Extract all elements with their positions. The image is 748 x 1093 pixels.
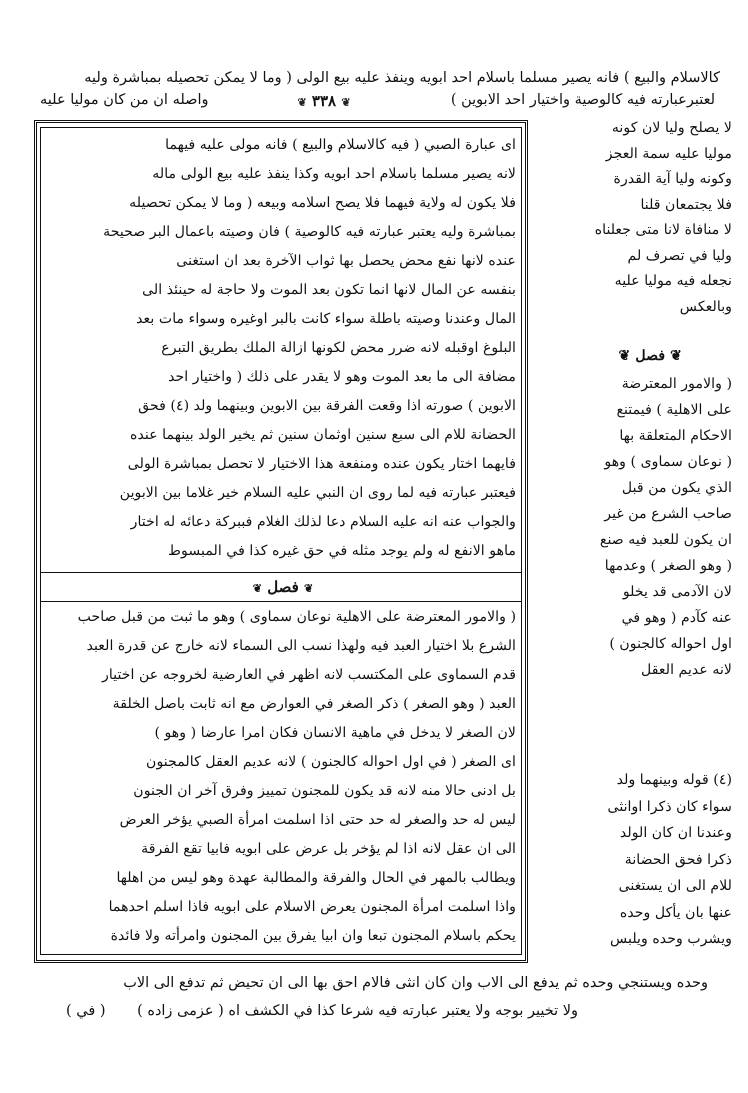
section-divider (40, 601, 522, 602)
commentary-line: فيعتبر عبارته فيه لما روى ان النبي عليه السلام خير غلاما بين الابوين (119, 485, 516, 501)
ornament-icon: ❦ (297, 96, 307, 109)
commentary-line: الحضانة للام الى سبع سنين اوثمان سنين ثم يخير الولد بينهما عنده (130, 427, 516, 443)
commentary-line: بمباشرة وليه يعتبر عبارته فيه كالوصية ) فان وصيته باعمال البر صحيحة (103, 224, 516, 240)
margin-line: الاحكام المتعلقة بها (619, 428, 732, 444)
bottom-line: ولا تخيير بوجه ولا يعتبر عبارته فيه شرعا كذا في الكشف اه ( عزمى زاده ) (137, 1003, 578, 1019)
margin-line: اول احواله كالجنون ) (609, 636, 732, 652)
commentary-line: لانه يصير مسلما باسلام احد ابويه وكذا ينفذ عليه بيع الولى ماله (152, 166, 516, 182)
commentary-line: فلا يكون له ولاية فيهما فلا يصح اسلامه وبيعه ( وما لا يمكن تحصيله (129, 195, 516, 211)
margin-line: وليا في تصرف لم (627, 247, 732, 264)
commentary-line: ( والامور المعترضة على الاهلية نوعان سماوى ) وهو ما ثبت من قبل صاحب (77, 609, 516, 625)
commentary-line: ويطالب بالمهر في الحال والفرقة والمطالبة عهدة وهو ليس من اهلها (116, 870, 516, 886)
fasl-heading (240, 575, 326, 599)
bottom-line: وحده ويستنجي وحده ثم يدفع الى الاب وان كان انثى فالام احق بها الى ان تحيض ثم تدفع الى الاب (123, 975, 708, 991)
margin-line: وبالعكس (679, 298, 732, 315)
margin-line: وكونه وليا آية القدرة (613, 171, 732, 187)
top-line: كالاسلام والبيع ) فانه يصير مسلما باسلام احد ابويه وينفذ عليه بيع الولى ( وما لا يمكن تحصيله بمباشرة وليه (84, 70, 720, 86)
commentary-line: لان الصغر لا يدخل في ماهية الانسان فكان امرا عارضا ( وهو ) (154, 725, 516, 741)
commentary-line: اى عبارة الصبي ( فيه كالاسلام والبيع ) فانه مولى عليه فيهما (165, 137, 516, 153)
page-number: ٣٣٨ (311, 92, 337, 110)
margin-line: ( نوعان سماوى ) وهو (604, 454, 732, 470)
margin-line: ( والامور المعترضة (621, 376, 732, 392)
commentary-line: قدم السماوى على المكتسب لانه اظهر في العارضية لخروجه عن اختيار (102, 667, 516, 683)
ornament-icon: ❦ (252, 582, 262, 595)
margin-line: سواء كان ذكرا اوانثى (607, 798, 732, 815)
bottom-tag: ( في ) (66, 1003, 106, 1019)
margin-line: وعندنا ان كان الولد (619, 825, 732, 841)
margin-line: صاحب الشرع من غير (604, 506, 732, 522)
section-divider (40, 572, 522, 573)
margin-line: لا يصلح وليا لان كونه (611, 120, 732, 136)
commentary-line: فايهما اختار يكون عنده ومنفعة هذا الاختيار لا تحصل بمباشرة الولى (127, 456, 516, 472)
margin-line: فلا يجتمعان قلنا (640, 196, 732, 213)
margin-line: عنها بان يأكل وحده (619, 904, 732, 921)
margin-line: لان الآدمى قد يخلو (622, 584, 732, 600)
ornament-icon: ❦ (304, 582, 314, 595)
commentary-line: بل ادنى حالا منه لانه قد يكون للمجنون تمييز وفرق آخر ان الجنون (133, 783, 516, 799)
margin-line: موليا عليه سمة العجز (605, 145, 732, 162)
commentary-line: اى الصغر ( في اول احواله كالجنون ) لانه عديم العقل كالمجنون (146, 754, 516, 770)
margin-line: على الاهلية ) فيمتنع (616, 402, 732, 418)
page-number-block (276, 92, 372, 110)
commentary-line: المال وعندنا وصيته باطلة سواء كانت بالبر اوغيره وسواء مات بعد (136, 311, 516, 327)
commentary-line: ليس له حد والصغر له حد حتى اذا اسلمت امرأة الصبي يؤخر العرض (119, 812, 516, 828)
commentary-line: الشرع بلا اختيار العبد فيه ولهذا نسب الى السماء لانه خارج عن قدرة العبد (86, 638, 516, 654)
header-text-right: لعتبرعبارته فيه كالوصية واختيار احد الابوين ) (450, 92, 715, 108)
ornament-icon: ❦ (341, 96, 351, 109)
ornament-icon: ❦ (618, 348, 636, 364)
margin-line: عنه كآدم ( وهو في (621, 610, 732, 626)
commentary-line: الى ان عقل لانه اذا لم يؤخر بل عرض على ابويه فابيا تقع الفرقة (141, 841, 516, 857)
margin-line: ويشرب وحده ويلبس (609, 931, 732, 947)
ornament-icon: ❦ (665, 348, 682, 364)
margin-line: ان يكون للعبد فيه صنع (599, 532, 732, 548)
commentary-line: يحكم باسلام المجنون تبعا وان ابيا يفرق بين المجنون وامرأته ولا فائدة (110, 928, 516, 944)
commentary-line: عنده لانها نفع محض يحصل بها ثواب الآخرة بعد ان استغنى (176, 253, 516, 269)
margin-line: (٤) قوله وبينهما ولد (616, 772, 732, 788)
margin-line: لا منافاة لانا متى جعلناه (594, 222, 732, 238)
margin-line: للام الى ان يستغنى (618, 878, 732, 894)
margin-line: ( وهو الصغر ) وعدمها (604, 558, 732, 574)
header-text-left: واصله ان من كان موليا عليه (40, 92, 209, 108)
commentary-line: الابوين ) صورته اذا وقعت الفرقة بين الابوين وبينهما ولد (٤) فحق (138, 398, 516, 414)
margin-fasl-label: فصل (635, 348, 666, 364)
commentary-line: والجواب عنه انه عليه السلام دعا لذلك الغلام فببركة دعائه له اختار (130, 514, 516, 530)
margin-line: نجعله فيه موليا عليه (614, 273, 732, 289)
margin-fasl-heading (532, 344, 682, 370)
commentary-line: البلوغ اوقبله لانه ضرر محض لكونها ازالة الملك بطريق التبرع (161, 340, 516, 356)
margin-line: ذكرا فحق الحضانة (624, 851, 732, 868)
page-header (40, 92, 715, 116)
commentary-line: ماهو الانفع له ولم يوجد مثله في حق غيره كذا في المبسوط (167, 543, 516, 559)
margin-line: لانه عديم العقل (641, 662, 732, 678)
commentary-line: العبد ( وهو الصغر ) ذكر الصغر في العوارض مع انه ثابت باصل الخلقة (112, 696, 516, 712)
fasl-label: فصل (267, 578, 299, 596)
commentary-line: مضافة الى ما بعد الموت وهو لا يقدر على ذلك ( واختيار احد (168, 369, 516, 385)
margin-line: الذي يكون من قبل (621, 480, 732, 496)
commentary-line: واذا اسلمت امرأة المجنون يعرض الاسلام على ابويه فاذا اسلم احدهما (108, 899, 516, 915)
commentary-line: بنفسه عن المال لانها انما تكون بعد الموت ولا حاجة له حينئذ الى (142, 282, 516, 298)
